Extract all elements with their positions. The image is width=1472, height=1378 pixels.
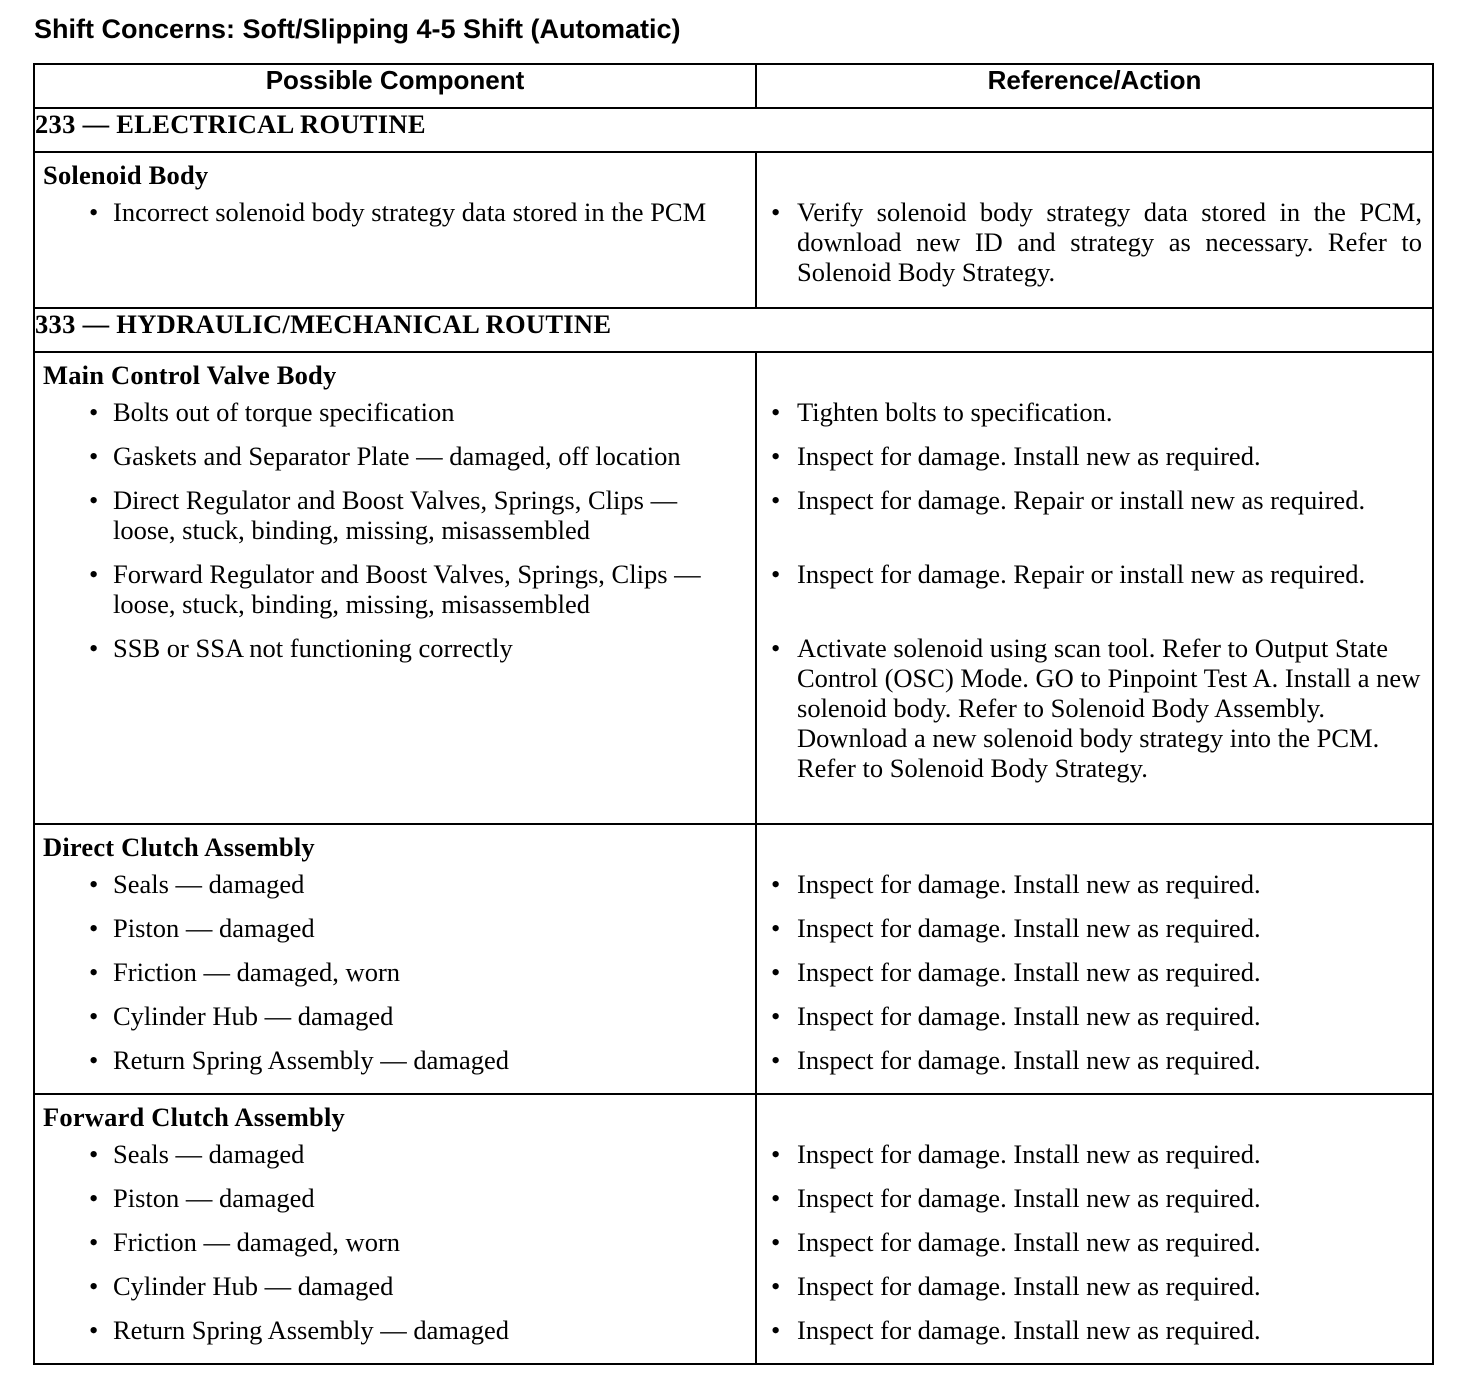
component-cell [34, 152, 756, 308]
bullet-icon: • [771, 1227, 781, 1257]
bullet-icon: • [89, 559, 99, 589]
bullet-icon: • [771, 441, 781, 471]
action-text: Inspect for damage. Install new as required. [797, 1227, 1261, 1257]
list-item [35, 1227, 755, 1257]
component-text: Forward Regulator and Boost Valves, Springs, Clips — loose, stuck, binding, missing, misassembled [113, 559, 701, 619]
action-text: Inspect for damage. Install new as required. [797, 1001, 1261, 1031]
bullet-icon: • [89, 957, 99, 987]
action-text: Inspect for damage. Install new as required. [797, 1183, 1261, 1213]
table-body [34, 108, 1433, 1364]
component-cell [34, 824, 756, 1094]
bullet-icon: • [89, 1045, 99, 1075]
group-title: Direct Clutch Assembly [43, 832, 315, 862]
action-text: Verify solenoid body strategy data stored in the PCM, download new ID and strategy as necessary. Refer to Solenoid Body Strategy. [797, 197, 1422, 287]
component-text: Incorrect solenoid body strategy data stored in the PCM [113, 197, 707, 227]
action-cell-spacer [757, 1095, 1432, 1139]
action-item [757, 397, 1432, 427]
shift-concerns-table [33, 63, 1434, 1365]
bullet-icon: • [89, 913, 99, 943]
bullet-icon: • [771, 1001, 781, 1031]
section-heading-row [34, 308, 1433, 352]
list-item [35, 1045, 755, 1075]
bullet-icon: • [771, 957, 781, 987]
action-text: Inspect for damage. Install new as required. [797, 1045, 1261, 1075]
section-heading: 233 — ELECTRICAL ROUTINE [34, 108, 1433, 152]
action-item [757, 1139, 1432, 1169]
list-item [35, 869, 755, 899]
action-cell [756, 352, 1433, 824]
action-cell [756, 152, 1433, 308]
action-item [757, 1271, 1432, 1301]
action-text: Inspect for damage. Install new as required. [797, 441, 1261, 471]
section-heading: 333 — HYDRAULIC/MECHANICAL ROUTINE [34, 308, 1433, 352]
bullet-icon: • [771, 1183, 781, 1213]
action-text: Inspect for damage. Install new as required. [797, 957, 1261, 987]
table-header-row [34, 64, 1433, 108]
component-text: Piston — damaged [113, 913, 315, 943]
bullet-icon: • [771, 559, 781, 589]
bullet-icon: • [89, 1271, 99, 1301]
action-item [757, 559, 1432, 619]
action-item [757, 633, 1432, 783]
action-item [757, 1315, 1432, 1345]
list-item [35, 633, 755, 783]
component-text: Cylinder Hub — damaged [113, 1001, 394, 1031]
bullet-icon: • [771, 197, 781, 227]
table-row [34, 152, 1433, 308]
component-text: Seals — damaged [113, 1139, 305, 1169]
component-cell [34, 1094, 756, 1364]
component-text: Seals — damaged [113, 869, 305, 899]
bullet-icon: • [771, 1139, 781, 1169]
bullet-icon: • [771, 485, 781, 515]
bullet-icon: • [771, 913, 781, 943]
component-text: Return Spring Assembly — damaged [113, 1315, 509, 1345]
component-text: Friction — damaged, worn [113, 1227, 401, 1257]
component-text: Cylinder Hub — damaged [113, 1271, 394, 1301]
action-cell-spacer [757, 353, 1432, 397]
action-item [757, 1001, 1432, 1031]
action-text: Inspect for damage. Install new as required. [797, 869, 1261, 899]
component-text: Bolts out of torque specification [113, 397, 455, 427]
component-text: Friction — damaged, worn [113, 957, 401, 987]
action-item [757, 869, 1432, 899]
action-item [757, 957, 1432, 987]
action-text: Inspect for damage. Repair or install new as required. [797, 559, 1366, 589]
bullet-icon: • [89, 197, 99, 227]
table-row [34, 352, 1433, 824]
action-text: Inspect for damage. Install new as required. [797, 1271, 1261, 1301]
table-row [34, 824, 1433, 1094]
action-text: Inspect for damage. Install new as required. [797, 1139, 1261, 1169]
bullet-icon: • [89, 633, 99, 663]
bullet-icon: • [89, 1001, 99, 1031]
list-item [35, 913, 755, 943]
bullet-icon: • [89, 397, 99, 427]
group-title: Solenoid Body [43, 160, 209, 190]
component-text: Piston — damaged [113, 1183, 315, 1213]
bullet-icon: • [89, 1227, 99, 1257]
list-item [35, 197, 755, 287]
list-item [35, 1139, 755, 1169]
list-item [35, 485, 755, 545]
action-text: Tighten bolts to specification. [797, 397, 1113, 427]
column-header-component: Possible Component [34, 64, 756, 108]
component-cell [34, 352, 756, 824]
action-cell [756, 824, 1433, 1094]
action-text: Inspect for damage. Repair or install new as required. [797, 485, 1366, 515]
action-item [757, 197, 1432, 287]
action-text: Inspect for damage. Install new as required. [797, 913, 1261, 943]
action-item [757, 1227, 1432, 1257]
action-cell-spacer [757, 153, 1432, 197]
action-item [757, 1183, 1432, 1213]
bullet-icon: • [771, 397, 781, 427]
action-text: Inspect for damage. Install new as required. [797, 1315, 1261, 1345]
action-cell-spacer [757, 825, 1432, 869]
list-item [35, 957, 755, 987]
list-item [35, 1271, 755, 1301]
column-header-action: Reference/Action [756, 64, 1433, 108]
bullet-icon: • [771, 1315, 781, 1345]
group-title: Forward Clutch Assembly [43, 1102, 345, 1132]
component-text: Gaskets and Separator Plate — damaged, off location [113, 441, 681, 471]
bullet-icon: • [771, 1045, 781, 1075]
list-item [35, 1183, 755, 1213]
bullet-icon: • [771, 869, 781, 899]
component-text: SSB or SSA not functioning correctly [113, 633, 513, 663]
action-item [757, 1045, 1432, 1075]
bullet-icon: • [89, 1315, 99, 1345]
bullet-icon: • [771, 1271, 781, 1301]
list-item [35, 559, 755, 619]
bullet-icon: • [771, 633, 781, 663]
component-text: Direct Regulator and Boost Valves, Springs, Clips — loose, stuck, binding, missing, misassembled [113, 485, 678, 545]
component-text: Return Spring Assembly — damaged [113, 1045, 509, 1075]
bullet-icon: • [89, 869, 99, 899]
action-item [757, 913, 1432, 943]
action-item [757, 441, 1432, 471]
group-title: Main Control Valve Body [43, 360, 337, 390]
page-title: Shift Concerns: Soft/Slipping 4-5 Shift (Automatic) [34, 14, 681, 44]
bullet-icon: • [89, 1183, 99, 1213]
list-item [35, 1315, 755, 1345]
list-item [35, 441, 755, 471]
action-text: Activate solenoid using scan tool. Refer to Output State Control (OSC) Mode. GO to Pinpoint Test A. Install a new solenoid body. Refer to Solenoid Body Assembly. Download a new solenoid body strategy into the PCM. Refer to Solenoid Body Strategy. [797, 633, 1421, 783]
section-heading-row [34, 108, 1433, 152]
action-cell [756, 1094, 1433, 1364]
table-row [34, 1094, 1433, 1364]
list-item [35, 1001, 755, 1031]
list-item [35, 397, 755, 427]
bullet-icon: • [89, 1139, 99, 1169]
bullet-icon: • [89, 441, 99, 471]
bullet-icon: • [89, 485, 99, 515]
action-item [757, 485, 1432, 545]
